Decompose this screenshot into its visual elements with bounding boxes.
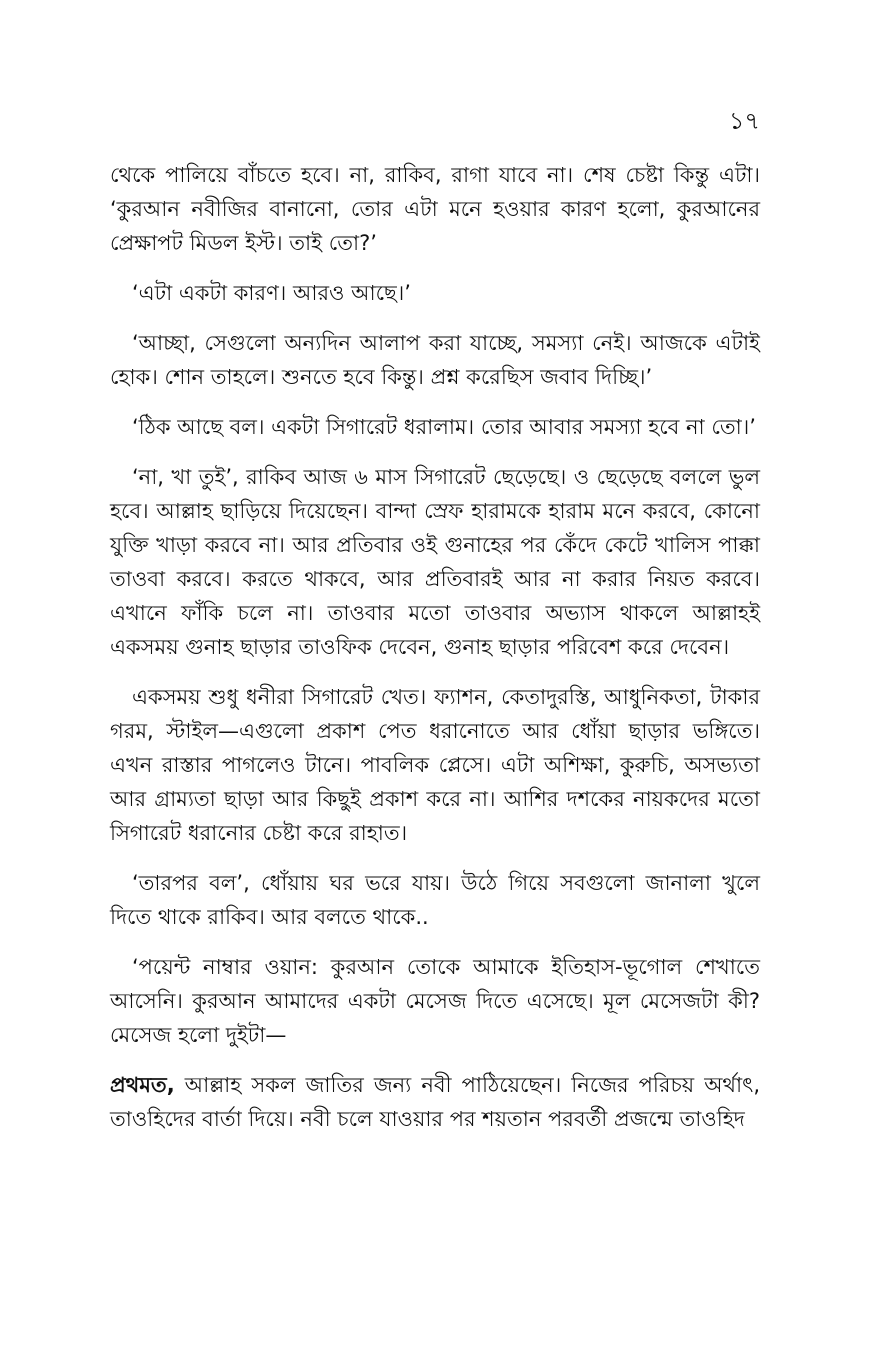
paragraph-9 — [110, 1068, 760, 1136]
paragraph-4: ‘ঠিক আছে বল। একটা সিগারেট ধরালাম। তোর আবার সমস্যা হবে না তো।’ — [132, 415, 756, 439]
paragraph-8: ‘পয়েন্ট নাম্বার ওয়ান: কুরআন তোকে আমাকে ইতিহাস-ভূগোল শেখাতে আসেনি। কুরআন আমাদের একটা মেসেজ দিতে এসেছে। মূল মেসেজটা কী? মেসেজ হলো দুইটা— — [110, 955, 760, 1047]
paragraph-7: ‘তারপর বল’, ধোঁয়ায় ঘর ভরে যায়। উঠে গিয়ে সবগুলো জানালা খুলে দিতে থাকে রাকিব। আর বলতে থাকে.. — [110, 871, 760, 929]
body-text — [110, 158, 760, 1152]
paragraph-5: ‘না, খা তুই’, রাকিব আজ ৬ মাস সিগারেট ছেড়েছে। ও ছেড়েছে বললে ভুল হবে। আল্লাহ ছাড়িয়ে দিয়েছেন। বান্দা স্রেফ হারামকে হারাম মনে করবে, কোনো যুক্তি খাড়া করবে না। আর প্রতিবার ওই গুনাহের পর কেঁদে কেটে খালিস পাক্কা তাওবা করবে। করতে থাকবে, আর প্রতিবারই আর না করার নিয়ত করবে। এখানে ফাঁকি চলে না। তাওবার মতো তাওবার অভ্যাস থাকলে আল্লাহই একসময় গুনাহ ছাড়ার তাওফিক দেবেন, গুনাহ ছাড়ার পরিবেশ করে দেবেন। — [110, 465, 760, 659]
page-number: ১৭ — [728, 107, 760, 135]
paragraph-1: থেকে পালিয়ে বাঁচতে হবে। না, রাকিব, রাগা যাবে না। শেষ চেষ্টা কিন্তু এটা। ‘কুরআন নবীজির বানানো, তোর এটা মনে হওয়ার কারণ হলো, কুরআনের প্রেক্ষাপট মিডল ইস্ট। তাই তো?’ — [110, 163, 760, 255]
paragraph-3: ‘আচ্ছা, সেগুলো অন্যদিন আলাপ করা যাচ্ছে, সমস্যা নেই। আজকে এটাই হোক। শোন তাহলে। শুনতে হবে কিন্তু। প্রশ্ন করেছিস জবাব দিচ্ছি।’ — [110, 331, 760, 389]
paragraph-lead: প্রথমত, — [110, 1073, 175, 1097]
paragraph-9-text: আল্লাহ সকল জাতির জন্য নবী পাঠিয়েছেন। নিজের পরিচয় অর্থাৎ, তাওহিদের বার্তা দিয়ে। নবী চলে যাওয়ার পর শয়তান পরবর্তী প্রজন্মে তাওহিদ — [110, 1073, 760, 1131]
paragraph-2: ‘এটা একটা কারণ। আরও আছে।’ — [132, 281, 411, 305]
paragraph-6: একসময় শুধু ধনীরা সিগারেট খেত। ফ্যাশন, কেতাদুরস্তি, আধুনিকতা, টাকার গরম, স্টাইল—এগুলো প্রকাশ পেত ধরানোতে আর ধোঁয়া ছাড়ার ভঙ্গিতে। এখন রাস্তার পাগলেও টানে। পাবলিক প্লেসে। এটা অশিক্ষা, কুরুচি, অসভ্যতা আর গ্রাম্যতা ছাড়া আর কিছুই প্রকাশ করে না। আশির দশকের নায়কদের মতো সিগারেট ধরানোর চেষ্টা করে রাহাত। — [110, 685, 760, 845]
